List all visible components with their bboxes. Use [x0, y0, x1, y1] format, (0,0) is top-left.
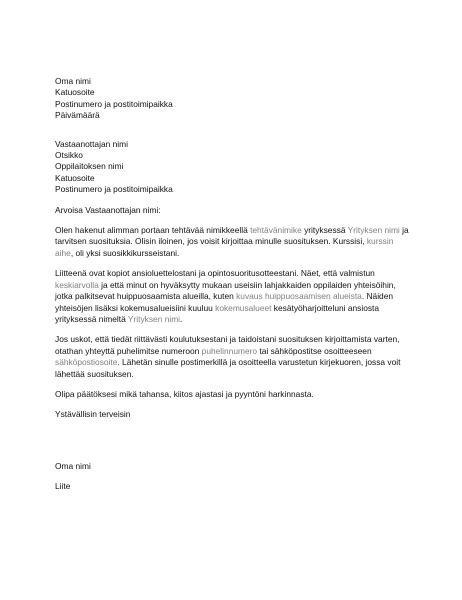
sender-postal[interactable]: Postinumero ja postitoimipaikka [55, 98, 173, 109]
paragraph-line [55, 357, 415, 368]
text-run: tarvitsen suosituksia. Olisin iloinen, jos voisit kirjoittaa minulle suosituksen. Kurssisi, [55, 236, 367, 247]
recipient-address [55, 139, 415, 196]
paragraph-line [55, 280, 415, 291]
paragraph-line [55, 268, 415, 279]
spacer [55, 122, 415, 139]
placeholder-excellence-areas[interactable]: kuvaus huippuosaamisen alueista [236, 291, 362, 302]
text-run: yrityksessä [301, 225, 348, 236]
text-run: otathan yhteyttä puhelimitse numeroon [55, 345, 202, 356]
text-run: lähettää suosituksen. [55, 368, 134, 379]
placeholder-gpa[interactable]: keskiarvolla [55, 279, 99, 290]
sender-address [55, 76, 415, 122]
paragraph-qualifications[interactable] [55, 268, 415, 325]
spacer [55, 472, 415, 481]
text-run: Liitteenä ovat kopiot ansioluettelostani ja opintosuoritusotteestani. Näet, että valmistun [55, 268, 375, 279]
text-run: . Lähetän sinulle postimerkillä ja osoitteella varustetun kirjekuoren, jossa voit [117, 357, 401, 368]
text-run: tai sähköpostitse osoitteeseen [257, 345, 372, 356]
recipient-title[interactable]: Otsikko [55, 150, 83, 161]
recipient-postal[interactable]: Postinumero ja postitoimipaikka [55, 184, 173, 195]
letter-body [55, 76, 415, 493]
spacer [55, 400, 415, 409]
text-run: Olen hakenut alimman portaan tehtävää nimikkeellä [55, 225, 251, 236]
spacer [55, 380, 415, 389]
text-run: jotka palkitsevat huippuosaamista alueilla, kuten [55, 291, 237, 302]
spacer [55, 196, 415, 205]
paragraph-line [55, 314, 415, 325]
text-run: . Näiden [361, 291, 394, 302]
text-run: yrityksessä nimeltä [55, 313, 128, 324]
text-run: . [180, 313, 183, 324]
recipient-name[interactable]: Vastaanottajan nimi [55, 138, 128, 149]
spacer [55, 259, 415, 268]
text-run: yhteisöjen lisäksi kokemusalueisiini kuuluu [55, 302, 216, 313]
placeholder-course-topic[interactable]: aihe [55, 247, 71, 258]
paragraph-thanks[interactable]: Olipa päätöksesi mikä tahansa, kiitos ajastasi ja pyyntöni harkinnasta. [55, 388, 314, 399]
text-run: ja [399, 225, 409, 236]
placeholder-company-name[interactable]: Yrityksen nimi [127, 313, 181, 324]
paragraph-line [55, 369, 415, 380]
paragraph-line [55, 225, 415, 236]
placeholder-email[interactable]: sähköpostiosoite [55, 357, 118, 368]
closing[interactable]: Ystävällisin terveisin [55, 409, 131, 420]
paragraph-request[interactable] [55, 225, 415, 259]
recipient-institution[interactable]: Oppilaitoksen nimi [55, 161, 124, 172]
text-run: Jos uskot, että tiedät riittävästi koulutuksestani ja taidoistani suosituksen kirjoittamista varten, [55, 334, 400, 345]
paragraph-line [55, 248, 415, 259]
sender-date[interactable]: Päivämäärä [55, 110, 100, 121]
signature-space [55, 421, 415, 461]
paragraph-line [55, 334, 415, 345]
paragraph-line [55, 291, 415, 302]
sender-street[interactable]: Katuosoite [55, 87, 95, 98]
recipient-street[interactable]: Katuosoite [55, 172, 95, 183]
enclosure[interactable]: Liite [55, 481, 71, 492]
paragraph-contact[interactable] [55, 334, 415, 380]
placeholder-company-name[interactable]: Yrityksen nimi [347, 225, 400, 236]
text-run: ja että minut on hyväksytty mukaan useisiin lahjakkaiden oppilaiden yhteisöihin, [98, 279, 396, 290]
paragraph-line [55, 236, 415, 247]
placeholder-course[interactable]: kurssin [366, 236, 394, 247]
placeholder-experience-areas[interactable]: kokemusalueet [215, 302, 272, 313]
placeholder-phone[interactable]: puhelinnumero [201, 345, 258, 356]
text-run: , oli yksi suosikkikursseistani. [70, 247, 180, 258]
signature-name[interactable]: Oma nimi [55, 460, 91, 471]
paragraph-line [55, 346, 415, 357]
greeting[interactable]: Arvoisa Vastaanottajan nimi: [55, 204, 161, 215]
paragraph-line [55, 303, 415, 314]
spacer [55, 216, 415, 225]
spacer [55, 325, 415, 334]
text-run: kesätyöharjoitteluni ansiosta [271, 302, 380, 313]
sender-name[interactable]: Oma nimi [55, 76, 91, 86]
placeholder-job-title[interactable]: tehtävänimike [250, 225, 302, 236]
